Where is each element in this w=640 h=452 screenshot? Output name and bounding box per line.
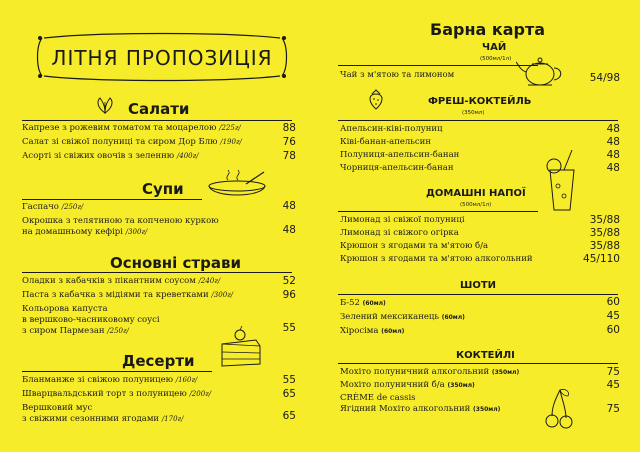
menu-item: Б-52 (60мл) [340, 298, 386, 308]
divider [22, 120, 292, 121]
section-title-cocktails: КОКТЕЙЛІ [456, 350, 515, 361]
divider [22, 272, 292, 273]
menu-item: CRÈME de cassis Ягідний Мохіто алкогольний (350мл) [340, 393, 501, 414]
price: 65 [282, 388, 296, 400]
section-note: (350мл) [462, 110, 485, 116]
price: 48 [282, 224, 296, 236]
menu-item: Асорті зі свіжих овочів з зеленню /400г/ [22, 151, 199, 161]
price: 45 [606, 310, 620, 322]
divider [22, 371, 212, 372]
section-title-home-drinks: ДОМАШНІ НАПОЇ [426, 188, 526, 199]
price: 76 [282, 136, 296, 148]
menu-item: Крюшон з ягодами та м'ятою б/а [340, 241, 489, 251]
section-title-tea: ЧАЙ [482, 42, 507, 53]
menu-item: Окрошка з телятиною та копченою куркою на домашньому кефірі /300г/ [22, 216, 219, 237]
price: 55 [282, 322, 296, 334]
menu-item: Паста з кабачка з мідіями та креветками /300г/ [22, 290, 234, 300]
divider [338, 65, 538, 66]
price: 48 [606, 136, 620, 148]
menu-item: Мохіто полуничний алкогольний (350мл) [340, 367, 520, 377]
menu-item: Апельсин-ківі-полуниц [340, 124, 443, 134]
menu-item: Зелений мексиканець (60мл) [340, 312, 465, 322]
section-title-fresh: ФРЕШ-КОКТЕЙЛЬ [428, 96, 532, 107]
lemonade-glass-icon [544, 148, 578, 214]
divider [338, 211, 538, 212]
price: 75 [606, 366, 620, 378]
menu-item: Шварцвальдський торт з полуницею /200г/ [22, 389, 212, 399]
price: 55 [282, 374, 296, 386]
menu-item: Чай з м'ятою та лимоном [340, 70, 455, 80]
section-title-soups: Супи [142, 180, 184, 198]
section-note: (500мл/1л) [480, 56, 512, 62]
price: 52 [282, 275, 296, 287]
price: 75 [606, 403, 620, 415]
menu-item: Мохіто полуничний б/а (350мл) [340, 380, 475, 390]
menu-item: Гаспачо /250г/ [22, 202, 84, 212]
price: 48 [606, 149, 620, 161]
price: 35/88 [589, 240, 620, 252]
price: 60 [606, 324, 620, 336]
soup-bowl-icon [206, 168, 268, 202]
menu-item: Лимонад зі свіжої полуниці [340, 215, 465, 225]
section-title-shots: ШОТИ [460, 280, 497, 291]
price: 60 [606, 296, 620, 308]
right-column [338, 0, 626, 452]
section-note: (500мл/1л) [460, 202, 492, 208]
cherry-icon [544, 388, 574, 430]
divider [22, 199, 202, 200]
menu-item: Вершковий мус з свіжими сезонними ягодами /170г/ [22, 403, 184, 424]
price: 96 [282, 289, 296, 301]
mint-leaf-icon [94, 96, 116, 114]
section-title-mains: Основні страви [110, 254, 241, 272]
divider [338, 120, 618, 121]
menu-item: Чорниця-апельсин-банан [340, 163, 454, 173]
price: 45/110 [583, 253, 620, 265]
divider [338, 363, 618, 364]
price: 48 [606, 162, 620, 174]
price: 35/88 [589, 227, 620, 239]
price: 45 [606, 379, 620, 391]
page-title: ЛІТНЯ ПРОПОЗИЦІЯ [51, 46, 273, 70]
price: 48 [282, 200, 296, 212]
left-column [22, 0, 302, 452]
price: 78 [282, 150, 296, 162]
strawberry-icon [366, 88, 386, 110]
price: 54/98 [589, 72, 620, 84]
menu-item: Кольорова капуста в вершково-часниковому соусі з сиром Пармезан /250г/ [22, 304, 160, 336]
menu-item: Бланманже зі свіжою полуницею /160г/ [22, 375, 198, 385]
menu-item: Полуниця-апельсин-банан [340, 150, 460, 160]
price: 88 [282, 122, 296, 134]
section-title-salads: Салати [128, 100, 190, 118]
cake-slice-icon [218, 326, 264, 368]
price: 48 [606, 123, 620, 135]
menu-item: Салат зі свіжої полуниці та сиром Дор Блю /190г/ [22, 137, 242, 147]
menu-item: Оладки з кабачків з пікантним соусом /240г/ [22, 276, 221, 286]
divider [338, 294, 618, 295]
menu-item: Хіросіма (60мл) [340, 326, 405, 336]
section-title-desserts: Десерти [122, 352, 195, 370]
menu-item: Капрезе з рожевим томатом та моцарелою /225г/ [22, 123, 241, 133]
teapot-icon [516, 50, 566, 90]
menu-item: Ківі-банан-апельсин [340, 137, 432, 147]
bar-title: Барна карта [430, 20, 546, 39]
menu-item: Лимонад зі свіжого огірка [340, 228, 459, 238]
price: 65 [282, 410, 296, 422]
menu-item: Крюшон з ягодами та м'ятою алкогольний [340, 254, 533, 264]
price: 35/88 [589, 214, 620, 226]
